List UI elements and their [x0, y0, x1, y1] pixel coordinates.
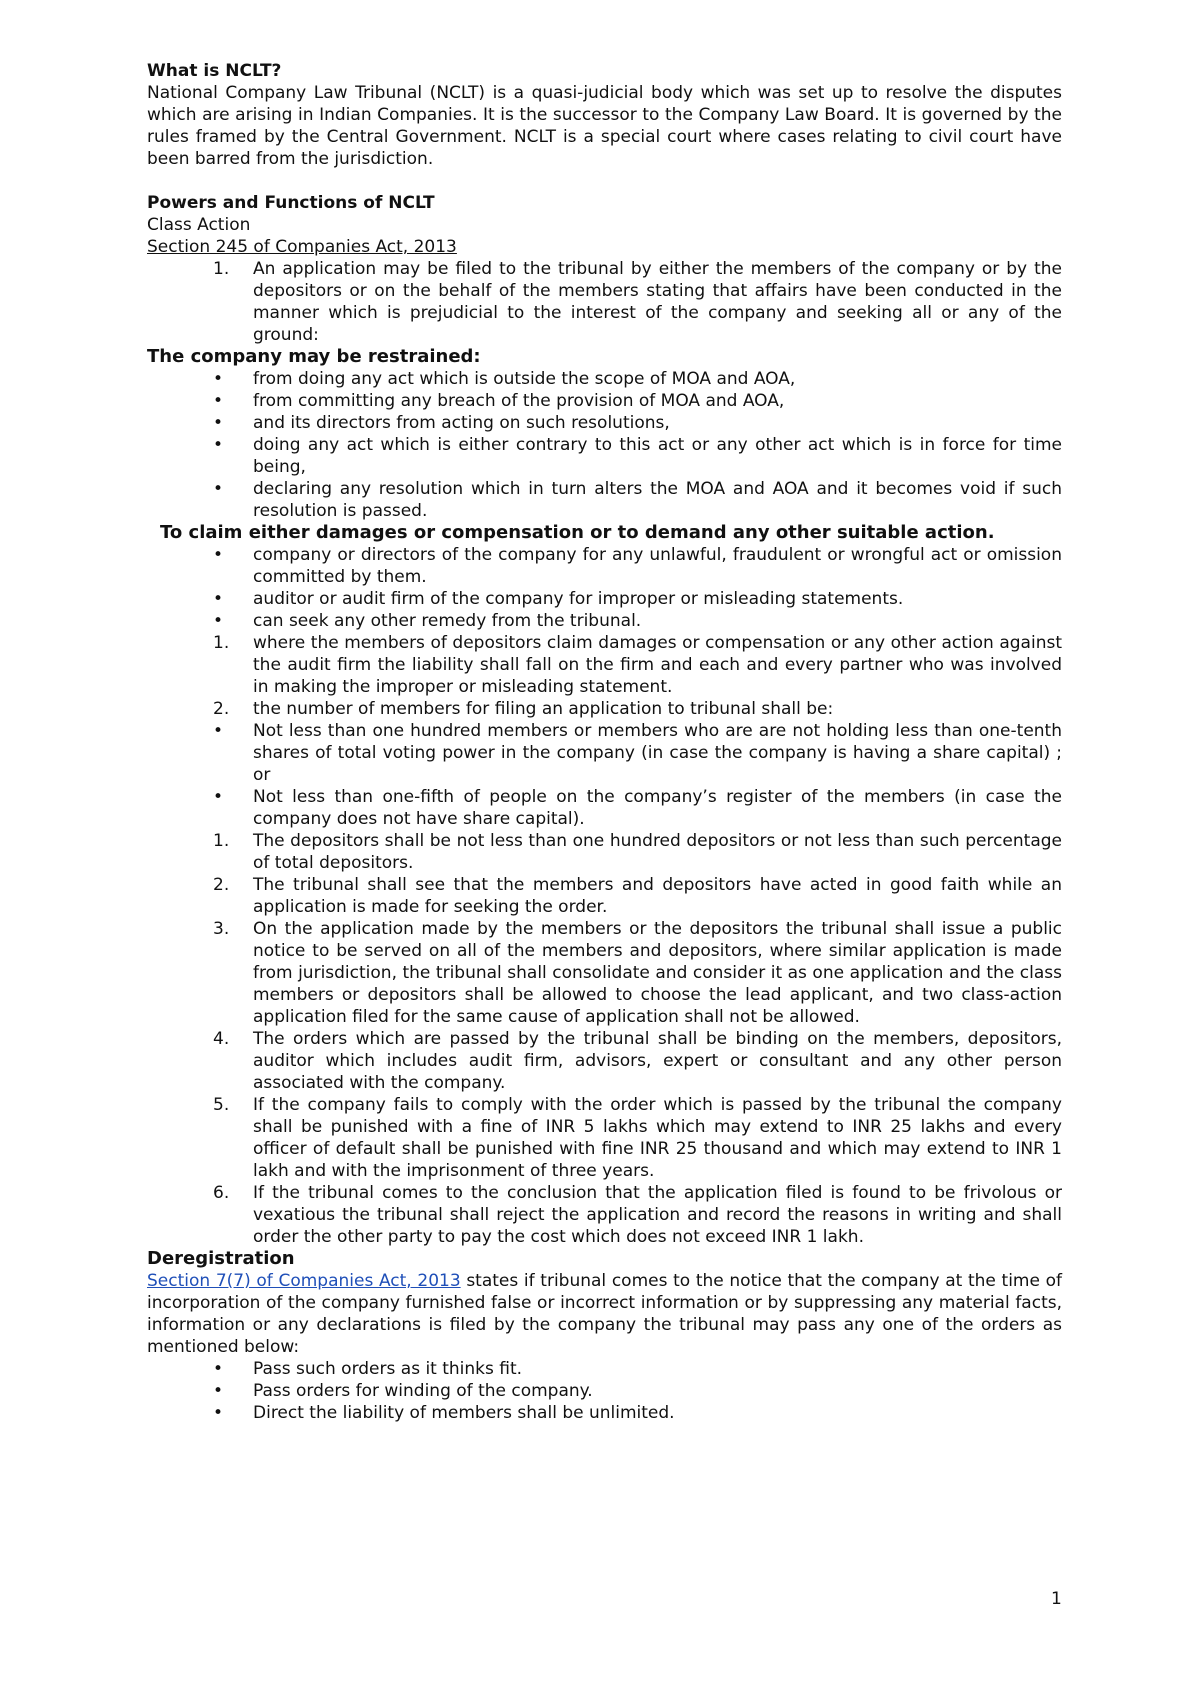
list-item — [147, 390, 1062, 412]
list-item-text: auditor or audit firm of the company for improper or misleading statements. — [253, 589, 904, 609]
list-item-text: Not less than one hundred members or members who are are not holding less than one-tenth shares of total voting power in the company (in case the company is having a share capital) ; or — [253, 721, 1062, 785]
list-item — [147, 544, 1062, 588]
list-item — [147, 1402, 1062, 1424]
list-item — [147, 412, 1062, 434]
list-item-text: doing any act which is either contrary to this act or any other act which is in force for time being, — [253, 435, 1062, 477]
list-item-text: Not less than one-fifth of people on the company’s register of the members (in case the company does not have share capital). — [253, 787, 1062, 829]
deregistration-text: states if tribunal comes to the notice that the company at the time of incorporation of the company furnished false or incorrect information or by suppressing any material facts, information or any declarations is filed by the company the tribunal may pass any one of the orders as mentioned below: — [147, 1271, 1062, 1357]
list-item — [147, 632, 1062, 698]
list-item-text: declaring any resolution which in turn alters the MOA and AOA and it becomes void if such resolution is passed. — [253, 479, 1062, 521]
list-item — [147, 588, 1062, 610]
list-item-text: The orders which are passed by the tribunal shall be binding on the members, depositors, auditor which includes audit firm, advisors, expert or consultant and any other person associated with the company. — [253, 1029, 1062, 1093]
list-item — [147, 434, 1062, 478]
list-item — [147, 918, 1062, 1028]
heading-claim: To claim either damages or compensation or to demand any other suitable action. — [160, 522, 995, 543]
section-7-7-link[interactable]: Section 7(7) of Companies Act, 2013 — [147, 1271, 461, 1291]
list-item — [147, 478, 1062, 522]
list-item-text: from committing any breach of the provision of MOA and AOA, — [253, 391, 785, 411]
list-number: 1. — [213, 633, 230, 653]
section-245-title: Section 245 of Companies Act, 2013 — [147, 237, 457, 257]
bullet-icon: • — [213, 589, 224, 609]
bullet-icon: • — [213, 435, 224, 455]
bullet-icon: • — [213, 721, 224, 741]
list-item-text: Pass orders for winding of the company. — [253, 1381, 593, 1401]
list-item — [147, 874, 1062, 918]
list-item — [147, 1358, 1062, 1380]
subheading-class-action: Class Action — [147, 215, 251, 235]
list-item-text: An application may be filed to the tribunal by either the members of the company or by the depositors or on the behalf of the members stating that affairs have been conducted in the manner which is prejudicial to the interest of the company and seeking all or any of the ground: — [253, 259, 1062, 345]
list-item — [147, 1380, 1062, 1402]
bullet-icon: • — [213, 1359, 224, 1379]
list-item — [147, 698, 1062, 720]
numbered-list-depositors — [147, 830, 1062, 1248]
list-item — [147, 786, 1062, 830]
bullet-icon: • — [213, 479, 224, 499]
restrained-list — [147, 368, 1062, 522]
members-list — [147, 720, 1062, 830]
list-number: 6. — [213, 1183, 230, 1203]
bullet-icon: • — [213, 391, 224, 411]
list-number: 4. — [213, 1029, 230, 1049]
list-item-text: If the company fails to comply with the order which is passed by the tribunal the company shall be punished with a fine of INR 5 lakhs which may extend to INR 25 lakhs and every officer of default shall be punished with fine INR 25 thousand and which may extend to INR 1 lakh and with the imprisonment of three years. — [253, 1095, 1062, 1181]
list-item-text: company or directors of the company for any unlawful, fraudulent or wrongful act or omission committed by them. — [253, 545, 1062, 587]
list-item — [147, 610, 1062, 632]
bullet-icon: • — [213, 611, 224, 631]
deregistration-list — [147, 1358, 1062, 1424]
list-item-text: the number of members for filing an application to tribunal shall be: — [253, 699, 834, 719]
list-item — [147, 368, 1062, 390]
list-item-text: On the application made by the members or the depositors the tribunal shall issue a public notice to be served on all of the members and depositors, where similar application is made from jurisdiction, the tribunal shall consolidate and consider it as one application and the class members or depositors shall be allowed to choose the lead applicant, and two class-action application filed for the same cause of application shall not be allowed. — [253, 919, 1062, 1027]
list-item-text: and its directors from acting on such resolutions, — [253, 413, 670, 433]
list-item — [147, 830, 1062, 874]
list-item-text: The tribunal shall see that the members and depositors have acted in good faith while an application is made for seeking the order. — [253, 875, 1062, 917]
list-item-text: can seek any other remedy from the tribunal. — [253, 611, 642, 631]
list-item-text: The depositors shall be not less than one hundred depositors or not less than such percentage of total depositors. — [253, 831, 1062, 873]
bullet-icon: • — [213, 369, 224, 389]
list-item — [147, 258, 1062, 346]
heading-deregistration: Deregistration — [147, 1248, 295, 1269]
deregistration-paragraph — [147, 1270, 1062, 1358]
numbered-list-audit — [147, 632, 1062, 720]
document-body — [147, 60, 1062, 1424]
list-item-text: Direct the liability of members shall be unlimited. — [253, 1403, 675, 1423]
list-number: 2. — [213, 699, 230, 719]
bullet-icon: • — [213, 413, 224, 433]
list-number: 1. — [213, 259, 230, 279]
intro-paragraph: National Company Law Tribunal (NCLT) is a quasi-judicial body which was set up to resolve the disputes which are arising in Indian Companies. It is the successor to the Company Law Board. It is governed by the rules framed by the Central Government. NCLT is a special court where cases relating to civil court have been barred from the jurisdiction. — [147, 83, 1062, 169]
list-item — [147, 1028, 1062, 1094]
bullet-icon: • — [213, 545, 224, 565]
bullet-icon: • — [213, 1403, 224, 1423]
page-number: 1 — [1051, 1589, 1062, 1609]
list-item-text: If the tribunal comes to the conclusion that the application filed is found to be frivolous or vexatious the tribunal shall reject the application and record the reasons in writing and shall order the other party to pay the cost which does not exceed INR 1 lakh. — [253, 1183, 1062, 1247]
list-number: 2. — [213, 875, 230, 895]
list-item — [147, 720, 1062, 786]
list-item-text: from doing any act which is outside the scope of MOA and AOA, — [253, 369, 796, 389]
bullet-icon: • — [213, 787, 224, 807]
heading-restrained: The company may be restrained: — [147, 346, 481, 367]
list-item-text: where the members of depositors claim damages or compensation or any other action against the audit firm the liability shall fall on the firm and each and every partner who was involved in making the improper or misleading statement. — [253, 633, 1062, 697]
heading-powers-functions: Powers and Functions of NCLT — [147, 193, 435, 213]
claim-list — [147, 544, 1062, 632]
list-item — [147, 1182, 1062, 1248]
list-number: 1. — [213, 831, 230, 851]
list-item-text: Pass such orders as it thinks fit. — [253, 1359, 523, 1379]
bullet-icon: • — [213, 1381, 224, 1401]
heading-what-is-nclt: What is NCLT? — [147, 61, 282, 81]
list-number: 3. — [213, 919, 230, 939]
list-number: 5. — [213, 1095, 230, 1115]
list-item — [147, 1094, 1062, 1182]
